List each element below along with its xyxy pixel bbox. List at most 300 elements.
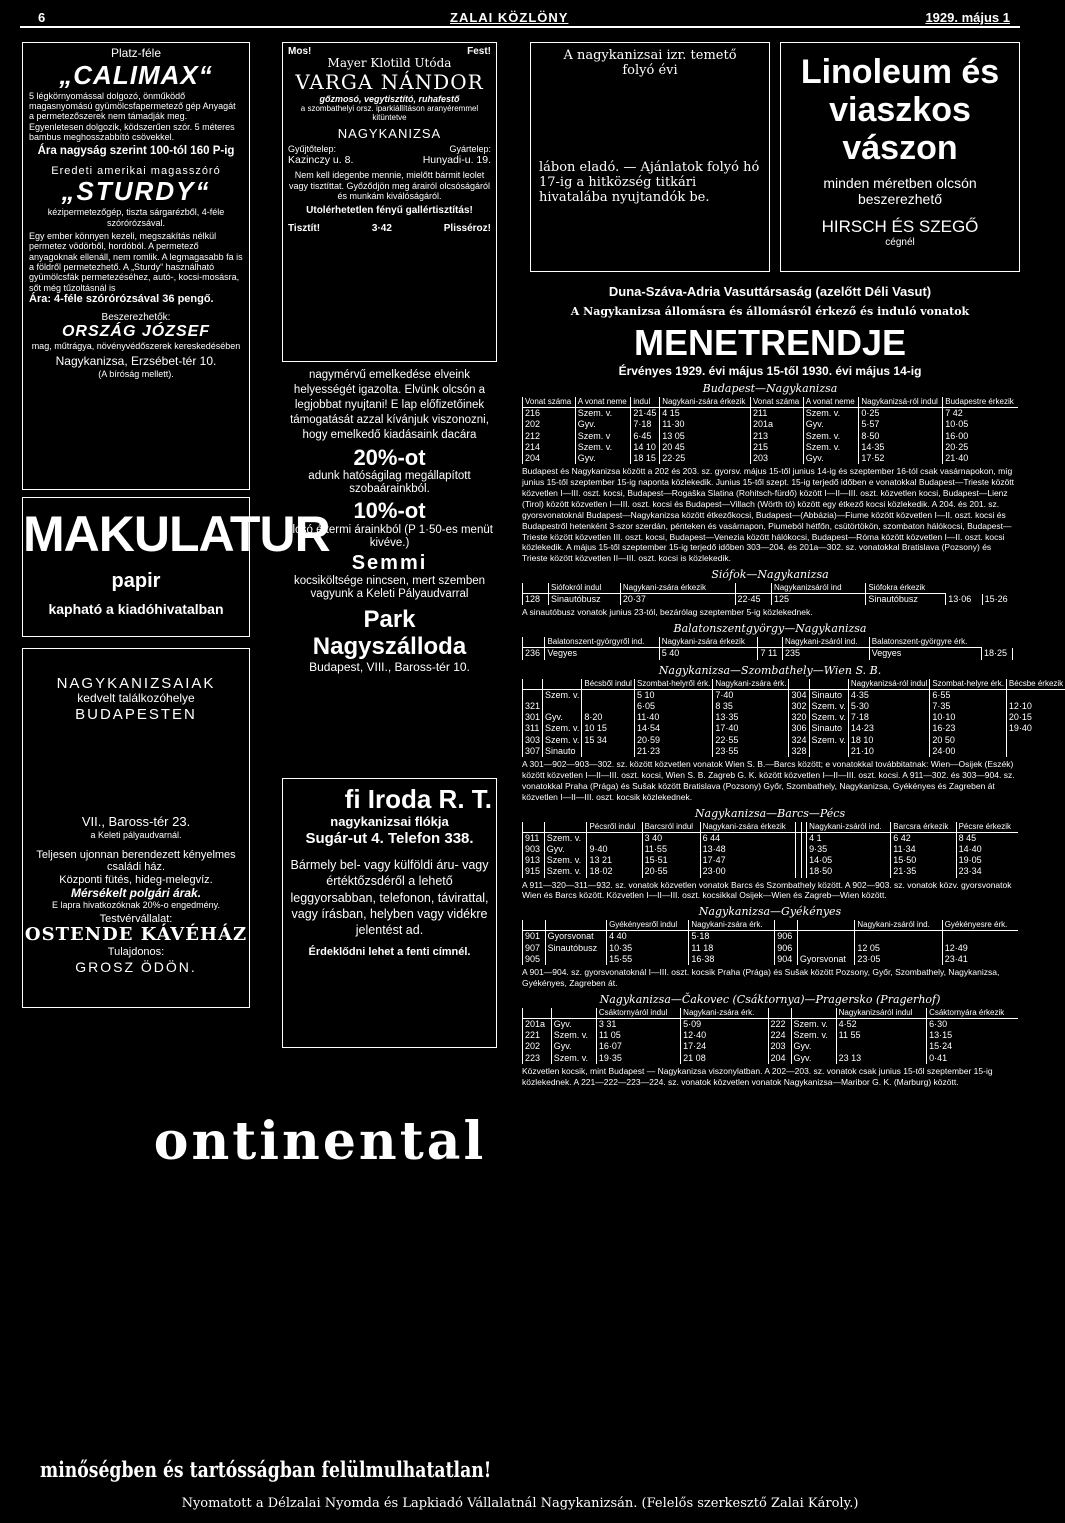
sturdy-origin: Eredeti amerikai magasszóró <box>51 164 221 177</box>
table-cell: 913 <box>523 855 545 866</box>
table-header-cell: Nagykani-zsáról ind. <box>855 920 942 931</box>
table-cell: Szem. v. <box>791 1018 836 1030</box>
table-cell: 21·40 <box>943 453 1018 464</box>
table-row <box>523 735 1065 746</box>
table-cell: Szem. v. <box>575 408 631 420</box>
table-cell: 24·00 <box>930 746 1007 757</box>
table-cell: 904 <box>775 954 798 965</box>
page-header <box>20 6 1020 28</box>
timetable-title: MENETRENDJE <box>633 322 907 363</box>
cemetery-line2: folyó évi <box>622 62 678 78</box>
table-cell: 320 <box>789 712 809 723</box>
table-cell: 204 <box>523 453 576 464</box>
table-cell: Sinauto <box>543 746 582 757</box>
table-header-cell: A vonat neme <box>803 397 859 408</box>
table-cell: 128 <box>523 594 549 606</box>
table-cell: 11 55 <box>836 1030 926 1041</box>
table-cell: 20·37 <box>620 594 735 606</box>
section-note: A 901—904. sz. gyorsvonatoknál I—III. oszt. kocsik Praha (Prága) és Sušak között Pozsony, Győr, Szombathely, Nagykanizsa, Gyékényes, Zagreben át. <box>522 967 1000 988</box>
continental-logo <box>135 1112 505 1172</box>
table-cell: Gyv. <box>791 1053 836 1064</box>
sturdy-brand: „STURDY“ <box>61 176 211 207</box>
table-cell: 6 42 <box>891 832 956 844</box>
table-header-cell: Nagykanizsá-ról indul <box>848 679 929 690</box>
timetable-validity: Érvényes 1929. évi május 15-től 1930. évi május 14-ig <box>618 364 922 378</box>
table-cell: 301 <box>523 712 543 723</box>
table-cell: 14·35 <box>859 442 943 453</box>
table-cell: 5·57 <box>859 419 943 430</box>
ostende-ad <box>22 648 250 1008</box>
table-cell: 9·35 <box>807 844 891 855</box>
header-rule <box>20 26 1020 28</box>
table-row <box>523 844 1019 855</box>
seller-address-note: (A bíróság mellett). <box>98 368 174 379</box>
table-cell: 7·18 <box>848 712 929 723</box>
table-cell: 23·34 <box>956 866 1018 877</box>
printer-footer-text: Nyomatott a Délzalai Nyomda és Lapkiadó Vállalatnál Nagykanizsán. (Felelős szerkesztő Zalai Károly.) <box>181 1496 859 1511</box>
varga-line1: Mayer Klotild Utóda <box>327 56 452 70</box>
ostende-desc3: Mérsékelt polgári árak. <box>70 885 202 900</box>
table-cell: 13 21 <box>587 855 642 866</box>
table-cell: 303 <box>523 735 543 746</box>
table-cell: 18 10 <box>848 735 929 746</box>
table-cell: Szem. v. <box>803 431 859 442</box>
table-header-cell <box>523 822 545 833</box>
printer-footer <box>20 1497 1020 1519</box>
table-row <box>523 689 1065 701</box>
varga-factory-label: Gyártelep: <box>449 144 491 155</box>
table-cell: 23·41 <box>942 954 1018 965</box>
table-cell: 5·18 <box>689 931 775 943</box>
sturdy-price: Ára: 4-féle szórórózsával 36 pengő. <box>29 292 214 305</box>
table-header-cell: Pécsről indul <box>587 822 642 833</box>
table-cell: 14·23 <box>848 723 929 734</box>
table-cell: 202 <box>523 419 576 430</box>
table-header-cell: Nagykani-zsára érkezik <box>660 397 751 408</box>
table-cell: Sinautóbusz <box>545 943 606 954</box>
table-cell: 236 <box>523 648 545 660</box>
cemetery-line1: A nagykanizsai izr. temető <box>563 48 737 63</box>
table-cell: 17·24 <box>681 1041 768 1052</box>
table-cell: 223 <box>523 1053 552 1064</box>
table-cell: 15 34 <box>582 735 635 746</box>
section-title: Nagykanizsa—Gyékényes <box>698 905 842 919</box>
ostende-line3: BUDAPESTEN <box>75 706 197 724</box>
makulatur-subtitle: papir <box>111 569 161 592</box>
table-cell: 14·05 <box>807 855 891 866</box>
timetable <box>520 282 1064 1500</box>
cemetery-line3: lábon eladó. — Ajánlatok folyó hó 17-ig a hitközség titkári hivatalába nyujtandók be. <box>539 159 760 205</box>
flokja-line1: nagykanizsai flókja <box>330 813 449 829</box>
varga-foot-right: Plisséroz! <box>443 222 491 234</box>
table-cell: Szem. v. <box>551 1053 596 1064</box>
ostende-owner: GROSZ ÖDÖN. <box>75 958 197 975</box>
table-cell: 21 08 <box>681 1053 768 1064</box>
table-cell: Vegyes <box>869 648 981 660</box>
table-header-cell: Siófokra érkezik <box>866 583 946 594</box>
table-header-cell <box>543 679 582 690</box>
table-cell: 20·59 <box>634 735 712 746</box>
table-cell: Gyorsvonat <box>545 931 606 943</box>
table-cell: 5·09 <box>681 1018 768 1030</box>
table-cell <box>582 746 635 757</box>
table-cell: Gyv. <box>544 844 587 855</box>
park-text2: adunk hatóságilag megállapított szobaárainkból. <box>308 469 471 496</box>
table-cell: 201a <box>751 419 804 430</box>
table-header-cell: Pécsre érkezik <box>956 822 1018 833</box>
table-cell: 3 31 <box>596 1018 680 1030</box>
table-cell: 10·05 <box>943 419 1018 430</box>
park-hotel-ad <box>282 362 497 742</box>
table-row <box>523 1030 1019 1041</box>
table-row <box>523 832 1019 844</box>
park-pct2: 10%-ot <box>353 498 426 524</box>
ostende-address2: a Keleti pályaudvarnál. <box>90 830 182 841</box>
table-cell: 18 15 <box>631 453 660 464</box>
table-cell: 7 42 <box>943 408 1018 420</box>
table-header-cell: Nagykani-zsára érk. <box>713 679 789 690</box>
table-header-cell <box>797 920 855 931</box>
linoleum-ad <box>780 42 1020 272</box>
table-cell: 7·18 <box>631 419 660 430</box>
table-cell: 18·25 <box>981 648 1012 660</box>
flokja-title: fi Iroda R. T. <box>344 784 492 814</box>
table-cell: 202 <box>523 1041 552 1052</box>
park-pct1: 20%-ot <box>353 444 426 470</box>
table-cell: 13·35 <box>713 712 789 723</box>
table-cell: 11 05 <box>596 1030 680 1041</box>
table-cell: 203 <box>768 1041 791 1052</box>
table-cell <box>1006 689 1065 701</box>
table-header-cell <box>768 1008 791 1019</box>
table-header-cell: Nagykani-zsára érkezik <box>700 822 796 833</box>
table-cell: 16·38 <box>689 954 775 965</box>
table-cell: 21·45 <box>631 408 660 420</box>
table-row <box>523 1053 1019 1064</box>
table-cell: Szem. v. <box>544 866 587 877</box>
table-cell: Sinautóbusz <box>549 594 621 606</box>
table-header-cell: Balatonszent-györgyről ind. <box>545 637 659 648</box>
ostende-line1: NAGYKANIZSAIAK <box>56 675 216 692</box>
calimax-price: Ára nagyság szerint 100-tól 160 P-ig <box>37 145 235 158</box>
section-note: A sinautóbusz vonatok junius 23-tól, bezárólag szeptember 5-ig közlekednek. <box>522 607 813 618</box>
timetable-subtitle: A Nagykanizsa állomásra és állomásról érkező és induló vonatok <box>570 305 970 318</box>
table-header-cell <box>758 637 782 648</box>
table-cell: 5·30 <box>848 701 929 712</box>
table-cell: 11·40 <box>634 712 712 723</box>
table-cell: 20·55 <box>642 866 700 877</box>
table-cell <box>582 689 635 701</box>
table-header-cell: Vonat száma <box>751 397 804 408</box>
timetable-table <box>522 397 1018 464</box>
table-cell: 20 45 <box>660 442 751 453</box>
varga-left-top: Mos! <box>288 46 312 57</box>
table-cell <box>836 1041 926 1052</box>
table-cell: Szem. v. <box>809 712 848 723</box>
table-cell: 20·15 <box>1006 712 1065 723</box>
table-row <box>523 408 1019 420</box>
table-cell: 6·45 <box>631 431 660 442</box>
table-cell: 16·23 <box>930 723 1007 734</box>
table-cell <box>1013 648 1018 660</box>
table-cell: 16·07 <box>596 1041 680 1052</box>
table-header-cell: Barcsról indul <box>642 822 700 833</box>
table-header-cell <box>809 679 848 690</box>
table-cell: 22·45 <box>735 594 771 606</box>
linoleum-firm: HIRSCH ÉS SZEGŐ <box>821 217 979 237</box>
table-cell: 215 <box>751 442 804 453</box>
table-header-cell <box>735 583 771 594</box>
table-cell: 0·25 <box>859 408 943 420</box>
table-cell: 3 40 <box>642 832 700 844</box>
timetable-table <box>522 637 1018 659</box>
table-cell: 11·30 <box>660 419 751 430</box>
calimax-maker: Platz-féle <box>110 46 162 60</box>
table-cell: Szem. v. <box>809 701 848 712</box>
table-header-cell <box>523 920 546 931</box>
table-header-cell <box>523 637 545 648</box>
park-text3: olcsó éttermi árainkból (P 1·50-es menüt kivéve.) <box>286 523 493 549</box>
table-cell <box>855 931 942 943</box>
seller-label: Beszerezhetők: <box>101 311 171 323</box>
table-header-cell: Nagykanizsáról indul <box>836 1008 926 1019</box>
park-intro: nagymérvű emelkedése elveink helyességét igazolta. Elvünk olcsón a legjobbat nyujtani! E lap előfizetőinek támogatását azzal kívánjuk viszonozni, hogy emelkedő kiadásaink dacára <box>290 369 489 441</box>
table-cell: 915 <box>523 866 545 877</box>
table-cell: 6·55 <box>930 689 1007 701</box>
park-address: Budapest, VIII., Baross-tér 10. <box>309 659 470 674</box>
quality-slogan-text: minőségben és tartósságban felülmulhatatlan! <box>40 1457 492 1482</box>
linoleum-line1: minden méretben olcsón beszerezhető <box>823 175 977 208</box>
table-cell <box>545 954 606 965</box>
table-cell: Szem. v. <box>543 689 582 701</box>
table-cell: 21·10 <box>848 746 929 757</box>
varga-name: VARGA NÁNDOR <box>295 69 484 94</box>
table-header-cell: Nagykani-zsáról ind. <box>782 637 869 648</box>
table-header-cell: Szombat-helyről érk. <box>634 679 712 690</box>
table-row <box>523 855 1019 866</box>
table-header-cell: Bécsbe érkezik <box>1006 679 1065 690</box>
table-cell: 321 <box>523 701 543 712</box>
table-header-cell: A vonat neme <box>575 397 631 408</box>
table-cell: 5 10 <box>634 689 712 701</box>
table-header-cell: Szombat-helyre érk. <box>930 679 1007 690</box>
table-header-cell <box>791 1008 836 1019</box>
varga-line3: a szombathelyi orsz. iparkiállításon aranyéremmel kitüntetve <box>300 104 479 123</box>
table-cell: 7·35 <box>930 701 1007 712</box>
table-cell: 6·30 <box>927 1018 1018 1030</box>
table-cell: 16·00 <box>943 431 1018 442</box>
table-cell: Gyv. <box>575 453 631 464</box>
table-cell: 20 50 <box>930 735 1007 746</box>
ostende-desc4: E lapra hivatkozóknak 20%-o engedmény. <box>52 900 220 911</box>
rail-company: Duna-Száva-Adria Vasuttársaság (azelőtt Déli Vasut) <box>608 284 932 299</box>
table-cell: 304 <box>789 689 809 701</box>
continental-text: ontinental <box>153 1111 487 1172</box>
table-cell: 6·05 <box>634 701 712 712</box>
table-cell <box>582 701 635 712</box>
table-cell <box>809 746 848 757</box>
table-header-cell <box>523 679 543 690</box>
table-cell: 11·55 <box>642 844 700 855</box>
table-cell: 235 <box>782 648 869 660</box>
table-cell: 8 35 <box>713 701 789 712</box>
table-cell: 907 <box>523 943 546 954</box>
table-cell: Gyv. <box>575 419 631 430</box>
table-cell: 214 <box>523 442 576 453</box>
table-cell: 4 40 <box>607 931 689 943</box>
table-cell: 11 18 <box>689 943 775 954</box>
table-header-cell: Bécsből indul <box>582 679 635 690</box>
table-cell: Sinautóbusz <box>866 594 946 606</box>
table-cell: 8·50 <box>859 431 943 442</box>
table-cell <box>797 931 855 943</box>
table-cell: Szem. v. <box>543 723 582 734</box>
table-row <box>523 746 1065 757</box>
varga-foot-left: Tisztít! <box>288 222 321 234</box>
table-cell: 224 <box>768 1030 791 1041</box>
table-cell: Gyv. <box>551 1041 596 1052</box>
ostende-image-area <box>23 723 249 815</box>
table-cell: 324 <box>789 735 809 746</box>
table-cell <box>587 832 642 844</box>
varga-shop-label: Gyűjtőtelep: <box>288 144 337 155</box>
table-cell: 19·40 <box>1006 723 1065 734</box>
linoleum-firm2: cégnél <box>885 236 915 248</box>
table-header-cell: Nagykanizsá-ról indul <box>859 397 943 408</box>
section-note: A 911—320—311—932. sz. vonatok közvetlen vonatok Barcs és Szombathely között. A 902—903. sz. vonatok közv. gyorsvonatok Wien és Barcs között. Közvetlen I—II—III. oszt. kocsikkal Osijek—Wien és Zagreb—Wien között. <box>522 879 1012 901</box>
table-cell: 14·40 <box>956 844 1018 855</box>
table-cell: 903 <box>523 844 545 855</box>
table-cell: 10·10 <box>930 712 1007 723</box>
calimax-ad <box>22 42 250 490</box>
table-cell: 212 <box>523 431 576 442</box>
table-cell: 23 13 <box>836 1053 926 1064</box>
table-row <box>523 931 1019 943</box>
table-header-cell: Nagykani-zsára érkezik <box>659 637 758 648</box>
table-header-cell: Nagykani-zsára érk. <box>689 920 775 931</box>
table-cell: 18·02 <box>587 866 642 877</box>
table-header-cell: Nagykanizsáról ind <box>771 583 865 594</box>
table-cell: Gyv. <box>791 1041 836 1052</box>
table-header-cell <box>551 1008 596 1019</box>
table-cell: Szem. v. <box>575 442 631 453</box>
table-cell: 21·35 <box>891 866 956 877</box>
table-cell: Szem. v. <box>809 735 848 746</box>
table-cell: 23·05 <box>855 954 942 965</box>
table-row <box>523 712 1065 723</box>
table-cell: 905 <box>523 954 546 965</box>
table-cell: 311 <box>523 723 543 734</box>
table-row <box>523 431 1019 442</box>
table-header-cell: Barcsra érkezik <box>891 822 956 833</box>
table-cell: Sinauto <box>809 723 848 734</box>
page-number: 6 <box>38 10 46 25</box>
table-cell: 12·49 <box>942 943 1018 954</box>
table-header-cell <box>775 920 798 931</box>
ostende-name: OSTENDE KÁVÉHÁZ <box>24 924 248 946</box>
table-header-cell: Vonat száma <box>523 397 576 408</box>
table-cell: Szem. v. <box>544 855 587 866</box>
table-header-cell: Nagykani-zsáról ind. <box>807 822 891 833</box>
table-header-cell: indul <box>631 397 660 408</box>
ostende-desc1: Teljesen ujonnan berendezett kényelmes családi ház. <box>36 848 236 874</box>
table-cell: 21·23 <box>634 746 712 757</box>
table-cell: 15·51 <box>642 855 700 866</box>
varga-right-top: Fest! <box>467 46 491 57</box>
table-cell: 23·55 <box>713 746 789 757</box>
table-header-cell: Gyékényesről indul <box>607 920 689 931</box>
table-cell: Gyv. <box>803 453 859 464</box>
linoleum-title: Linoleum és viaszkos vászon <box>800 53 1000 168</box>
table-header-cell: Siófokról indul <box>549 583 621 594</box>
table-row <box>523 442 1019 453</box>
table-header-cell: Balatonszent-györgyre érk. <box>869 637 981 648</box>
table-cell <box>942 931 1018 943</box>
table-cell: 12·40 <box>681 1030 768 1041</box>
table-cell: Szem. v. <box>791 1030 836 1041</box>
section-title: Nagykanizsa—Barcs—Pécs <box>694 806 846 820</box>
table-cell <box>543 701 582 712</box>
timetable-table <box>522 920 1018 965</box>
table-cell: 11·34 <box>891 844 956 855</box>
table-header-cell: Nagykani-zsára érk. <box>681 1008 768 1019</box>
ostende-desc5: Testvérvállalat: <box>99 912 173 925</box>
table-row <box>523 866 1019 877</box>
calimax-desc: 5 légkörnyomással dolgozó, önműködő magasnyomású gyümölcsfapermetező gép Anyagát a permetezőszerek nem támadják meg. Egyenletesen dolgozik, ködszerűen szór. 5 méteres bambus meghosszabbító csövekkel. <box>29 90 236 143</box>
table-header-cell: Csáktornyáról indul <box>596 1008 680 1019</box>
park-text4: kocsiköltsége nincsen, mert szemben vagyunk a Keleti Pályaudvarral <box>293 575 486 601</box>
table-row <box>523 1041 1019 1052</box>
table-cell: 12 05 <box>855 943 942 954</box>
table-cell: 14·54 <box>634 723 712 734</box>
table-cell: 13·15 <box>927 1030 1018 1041</box>
varga-ad <box>282 42 497 362</box>
table-cell: 13·48 <box>700 844 796 855</box>
section-title: Siófok—Nagykanizsa <box>711 568 829 582</box>
timetable-table <box>522 822 1018 878</box>
table-cell: 911 <box>523 832 545 844</box>
seller-address: Nagykanizsa, Erzsébet-tér 10. <box>55 353 217 368</box>
table-row <box>523 453 1019 464</box>
table-cell: 18·50 <box>807 866 891 877</box>
table-row <box>523 594 1019 606</box>
table-cell: Vegyes <box>545 648 659 660</box>
table-cell: Gyorsvonat <box>797 954 855 965</box>
table-cell: 211 <box>751 408 804 420</box>
table-cell: Szem. v <box>575 431 631 442</box>
table-cell: 4 15 <box>660 408 751 420</box>
table-cell: 17·47 <box>700 855 796 866</box>
table-header-cell <box>523 583 549 594</box>
flokja-foot: Érdeklődni lehet a fenti címnél. <box>308 946 471 959</box>
table-cell: Szem. v. <box>803 408 859 420</box>
flokja-ad <box>282 778 497 1048</box>
table-cell: 213 <box>751 431 804 442</box>
ostende-line2: kedvelt találkozóhelye <box>77 691 195 706</box>
table-cell: 19·05 <box>956 855 1018 866</box>
timetable-table <box>522 583 1018 605</box>
table-cell: Szem. v. <box>543 735 582 746</box>
table-cell: 22·25 <box>660 453 751 464</box>
table-cell: Gyv. <box>543 712 582 723</box>
flokja-desc: Bármely bel- vagy külföldi áru- vagy értéktőzsdéről a lehető leggyorsabban, telefonon, távirattal, vagy írásban, helyben vagy vidékre jelentést ad. <box>290 858 489 938</box>
table-cell: 15·26 <box>982 594 1018 606</box>
table-cell: 22·55 <box>713 735 789 746</box>
table-cell: 12·10 <box>1006 701 1065 712</box>
table-cell: 203 <box>751 453 804 464</box>
table-header-cell: Csáktornyára érkezik <box>927 1008 1018 1019</box>
table-cell: 4·35 <box>848 689 929 701</box>
